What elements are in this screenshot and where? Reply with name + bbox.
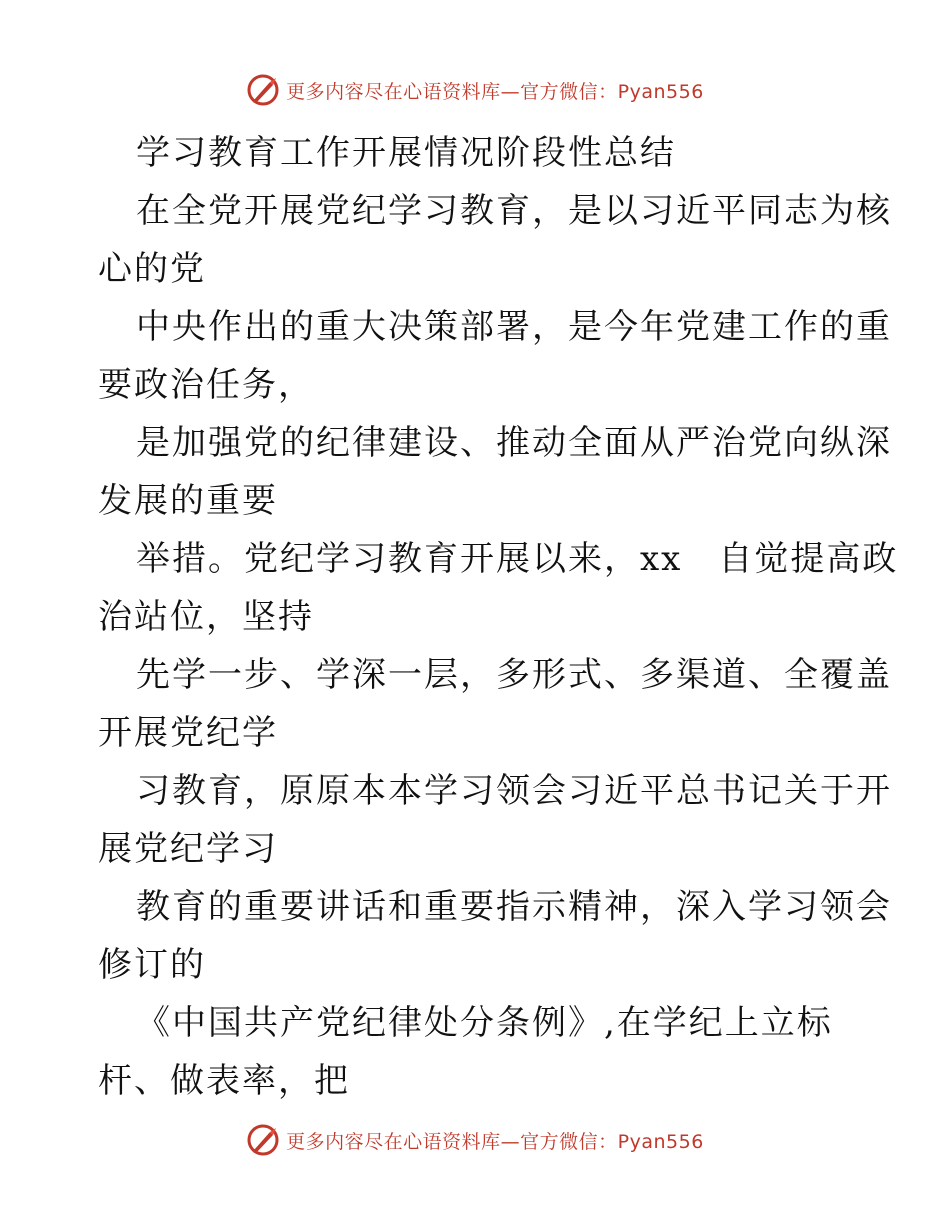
document-line: 要政治任务， bbox=[98, 365, 314, 405]
document-line: 治站位，坚持 bbox=[98, 597, 314, 637]
document-line: 习教育，原原本本学习领会习近平总书记关于开 bbox=[136, 771, 892, 811]
watermark-footer bbox=[0, 1120, 950, 1160]
document-line: 是加强党的纪律建设、推动全面从严治党向纵深 bbox=[136, 423, 892, 463]
document-line: 发展的重要 bbox=[98, 481, 278, 521]
document-line: 心的党 bbox=[98, 249, 206, 289]
watermark-text: 更多内容尽在心语资料库—官方微信：Pyan556 bbox=[286, 1130, 704, 1153]
document-line: 杆、做表率，把 bbox=[98, 1061, 350, 1101]
document-line: 举措。党纪学习教育开展以来，xx 自觉提高政 bbox=[136, 539, 899, 579]
quill-logo-icon bbox=[246, 1123, 280, 1157]
document-line: 学习教育工作开展情况阶段性总结 bbox=[136, 133, 676, 173]
document-body bbox=[98, 124, 899, 1110]
document-line: 《中国共产党纪律处分条例》,在学纪上立标 bbox=[136, 1003, 833, 1043]
document-line: 修订的 bbox=[98, 945, 206, 985]
document-line: 开展党纪学 bbox=[98, 713, 278, 753]
watermark-text: 更多内容尽在心语资料库—官方微信：Pyan556 bbox=[286, 80, 704, 103]
document-line: 教育的重要讲话和重要指示精神，深入学习领会 bbox=[136, 887, 892, 927]
document-line: 展党纪学习 bbox=[98, 829, 278, 869]
watermark-header bbox=[0, 70, 950, 110]
document-line: 中央作出的重大决策部署，是今年党建工作的重 bbox=[136, 307, 892, 347]
document-line: 在全党开展党纪学习教育，是以习近平同志为核 bbox=[136, 191, 892, 231]
quill-logo-icon bbox=[246, 73, 280, 107]
document-line: 先学一步、学深一层，多形式、多渠道、全覆盖 bbox=[136, 655, 892, 695]
